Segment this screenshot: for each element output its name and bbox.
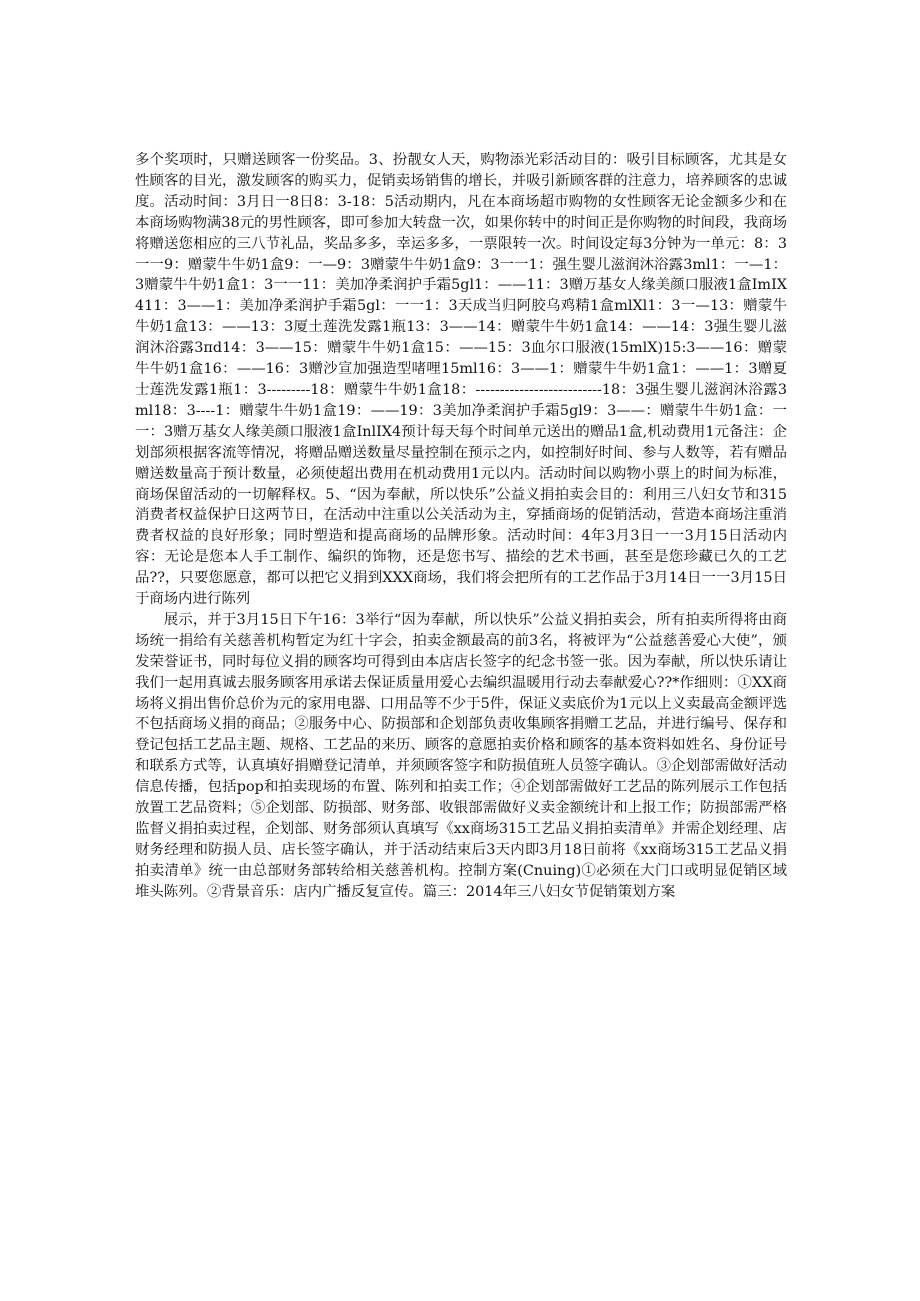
paragraph-1: 多个奖项时，只赠送顾客一份奖品。3、扮靓女人天，购物添光彩活动目的：吸引目标顾客，尤其是女性顾客的目光，激发顾客的购买力，促销卖场销售的增长，并吸引新顾客群的注意力，培养顾客的忠诚度。活动时间：3月日一8日8：3-18：5活动期内，凡在本商场超市购物的女性顾客无论金额多少和在本商场购物满38元的男性顾客，即可参加大转盘一次，如果你转中的时间正是你购物的时间段，我商场将赠送您相应的三八节礼品，奖品多多，幸运多多，一票限转一次。时间设定每3分钟为一单元：8：3一一9：赠蒙牛牛奶1盒9：一—9：3赠蒙牛牛奶1盒9：3一一1：强生婴儿滋润沐浴露3ml1：一—1：3赠蒙牛牛奶1盒1：3一一11：美加净柔润护手霜5gl1：——11：3赠万基女人缘美颜口服液1盒ImIX411：3——1：美加净柔润护手霜5gl：一一1：3天成当归阿胶乌鸡精1盒mlXl1：3一—13：赠蒙牛牛奶1盒13：——13：3厦土莲洗发露1瓶13：3——14：赠蒙牛牛奶1盒14：——14：3强生婴儿滋润沐浴露3πd14：3——15：赠蒙牛牛奶1盒15：——15：3血尔口服液(15mlX)15:3——16：赠蒙牛牛奶1盒16：——16：3赠沙宣加强造型啫哩15ml16：3——1：赠蒙牛牛奶1盒1：——1：3赠夏士莲洗发露1瓶1：3---------18：赠蒙牛牛奶1盒18：--------------------------18：3强生婴儿滋润沐浴露3ml18：3----1：赠蒙牛牛奶1盒19：——19：3美加净柔润护手霜5gl9：3——：赠蒙牛牛奶1盒：一一：3赠万基女人缘美颜口服液1盒InlIX4预计每天每个时间单元送出的赠品1盒,机动费用1元备注：企划部须根据客流等情况，将赠品赠送数量尽量控制在预示之内，如控制好时间、参与人数等，若有赠品赠送数量高于预计数量，必须使超出费用在机动费用1元以内。活动时间以购物小票上的时间为标准，商场保留活动的一切解释权。5、“因为奉献，所以快乐”公益义捐拍卖会目的：利用三八妇女节和315消费者权益保护日这两节日，在活动中注重以公关活动为主，穿插商场的促销活动，营造本商场注重消费者权益的良好形象；同时塑造和提高商场的品牌形象。活动时间：4年3月3日一一3月15日活动内容：无论是您本人手工制作、编织的饰物，还是您书写、描绘的艺术书画，甚至是您珍藏已久的工艺品??，只要您愿意，都可以把它义捐到XXX商场，我们将会把所有的工艺作品于3月14日一一3月15日于商场内进行陈列	[135, 152, 787, 608]
paragraph-2: 展示，并于3月15日下午16：3举行“因为奉献，所以快乐”公益义捐拍卖会，所有拍卖所得将由商场统一捐给有关慈善机构暂定为红十字会，拍卖金额最高的前3名，将被评为“公益慈善爱心大使”，颁发荣誉证书，同时每位义捐的顾客均可得到由本店店长签字的纪念书签一张。因为奉献，所以快乐请让我们一起用真诚去服务顾客用承诺去保证质量用爱心去编织温暖用行动去奉献爱心??*作细则：①XX商场将义捐出售价总价为元的家用电器、口用品等不少于5件，保证义卖底价为1元以上义卖最高金额评选不包括商场义捐的商品；②服务中心、防损部和企划部负责收集顾客捐赠工艺品，并进行编号、保存和登记包括工艺品主题、规格、工艺品的来历、顾客的意愿拍卖价格和顾客的基本资料如姓名、身份证号和联系方式等，认真填好捐赠登记清单，并须顾客签字和防损值班人员签字确认。③企划部需做好活动信息传播，包括pop和拍卖现场的布置、陈列和拍卖工作；④企划部需做好工艺品的陈列展示工作包括放置工艺品资料；⑤企划部、防损部、财务部、收银部需做好义卖金额统计和上报工作；防损部需严格监督义捐拍卖过程，企划部、财务部须认真填写《xx商场315工艺品义捐拍卖清单》并需企划经理、店财务经理和防损人员、店长签字确认，并于活动结束后3天内即3月18日前将《xx商场315工艺品义捐拍卖清单》统一由总部财务部转给相关慈善机构。控制方案(Cnuing)①必须在大门口或明显促销区域堆头陈列。②背景音乐：店内广播反复宣传。篇三：2014年三八妇女节促销策划方案	[135, 611, 787, 900]
document-body	[135, 150, 787, 903]
